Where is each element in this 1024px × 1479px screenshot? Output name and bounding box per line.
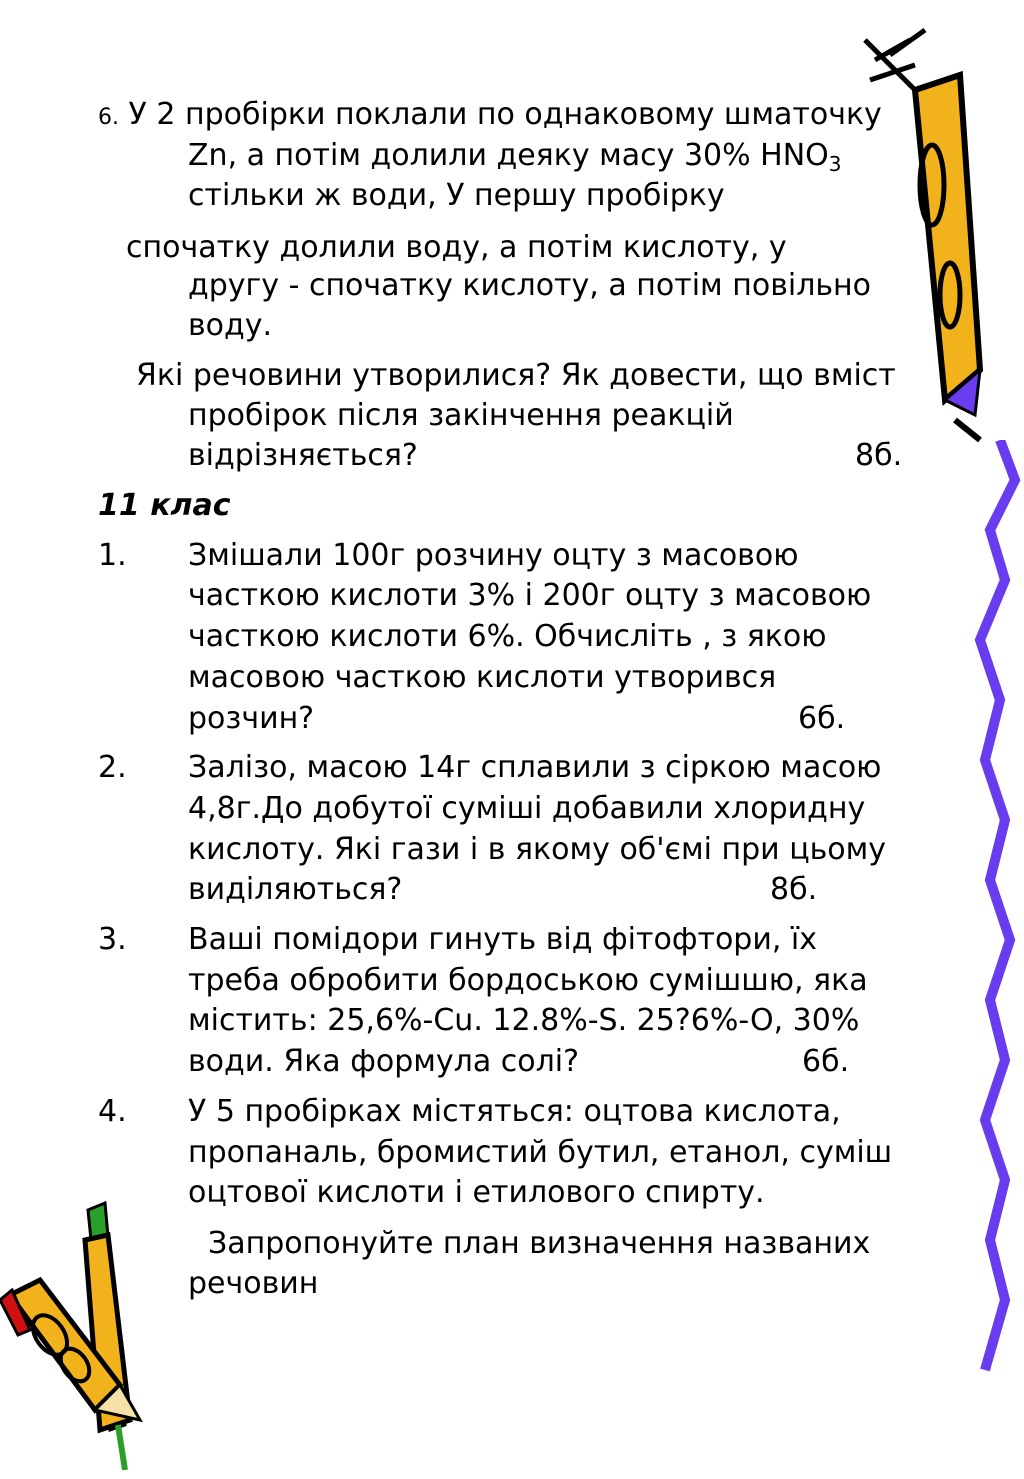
task6-text-line-5: другу - спочатку кислоту, а потім повільно [188,268,872,303]
task3-text-line-4: води. Яка формула солі? [188,1044,580,1079]
task4-text-line-5: речовин [188,1266,319,1301]
task1-number: 1. [98,538,127,573]
task6-first-line [98,95,882,138]
task2-text-line-2: 4,8г.До добутої суміші добавили хлоридну [188,791,866,826]
task6-text-line-9: відрізняється? [188,438,418,473]
task4-text-line-3: оцтової кислоти і етилового спирту. [188,1175,765,1210]
task1-text-line-4: масовою часткою кислоти утворився [188,660,777,695]
task4-text-line-4: Запропонуйте план визначення названих [208,1226,871,1261]
section-heading: 11 клас [98,488,231,523]
task6-text-line-6: воду. [188,308,273,343]
task4-text-line-2: пропаналь, бромистий бутил, етанол, суміш [188,1135,893,1170]
task3-text-line-3: містить: 25,6%-Cu. 12.8%-S. 25?6%-O, 30% [188,1003,860,1038]
task3-text-line-2: треба обробити бордоською сумішшю, яка [188,963,868,998]
task4-text-line-1: У 5 пробірках містяться: оцтова кислота, [188,1094,841,1129]
task2-text-line-4: виділяються? [188,872,403,907]
task6-text-line-1: У 2 пробірки поклали по однаковому шматочку [128,97,882,132]
task1-text-line-3: часткою кислоти 6%. Обчисліть , з якою [188,619,827,654]
task4-number: 4. [98,1094,127,1129]
task2-number: 2. [98,750,127,785]
task2-text-line-1: Залізо, масою 14г сплавили з сіркою масою [188,750,882,785]
task1-score: 6б. [798,701,846,736]
hno3-subscript: 3 [828,152,842,176]
task6-text-line-8: пробірок після закінчення реакцій [188,398,734,433]
task1-text-line-1: Змішали 100г розчину оцту з масовою [188,538,799,573]
task3-text-line-1: Ваші помідори гинуть від фітофтори, їх [188,922,818,957]
task6-number: 6. [98,105,119,130]
task6-text-line-2: Zn, а потім долили деяку масу 30% HNO [188,138,829,173]
task6-text-line-4: спочатку долили воду, а потім кислоту, у [126,230,787,265]
task2-score: 8б. [770,872,818,907]
task1-text-line-5: розчин? [188,701,315,736]
task2-text-line-3: кислоту. Які гази і в якому об'ємі при цьому [188,832,887,867]
task6-score: 8б. [855,438,903,473]
task3-number: 3. [98,922,127,957]
wavy-border-line [960,440,1024,1400]
task1-text-line-2: часткою кислоти 3% і 200г оцту з масовою [188,578,872,613]
task3-score: 6б. [802,1044,850,1079]
pencils-icon [0,1185,160,1470]
task6-text-line-3: стільки ж води, У першу пробірку [188,178,725,213]
task6-text-line-7: Які речовини утворилися? Як довести, що вміст [136,358,896,393]
